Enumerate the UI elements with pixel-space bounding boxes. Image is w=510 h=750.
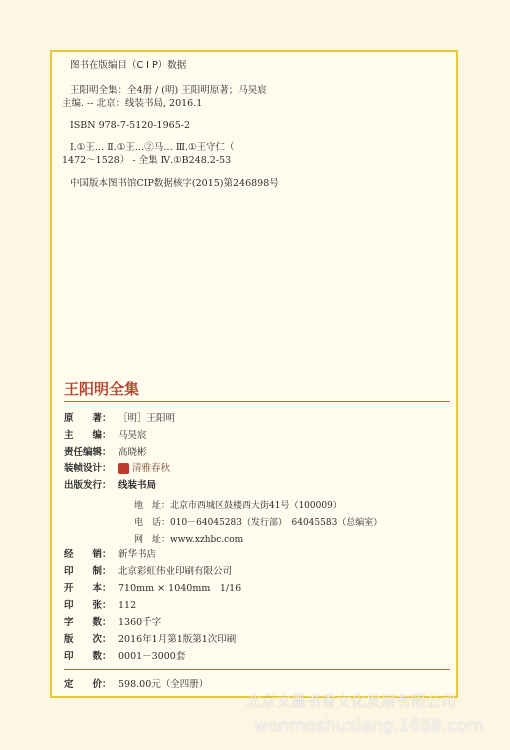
credit-label: 主 编： <box>64 430 112 441</box>
spec-label: 经 销： <box>64 549 112 560</box>
designer-seal-icon <box>118 463 129 474</box>
credit-value: ［明］王阳明 <box>118 413 176 424</box>
price-divider <box>64 669 450 670</box>
copyright-page-frame <box>50 50 458 698</box>
watermark-company: 北京文墨书香文化发展有限公司 <box>246 692 457 710</box>
designer-name: 清雅春秋 <box>132 463 171 474</box>
spec-value: 2016年1月第1版第1次印刷 <box>118 634 237 645</box>
spec-label: 印 张： <box>64 600 112 611</box>
isbn: ISBN 978-7-5120-1965-2 <box>70 120 190 131</box>
spec-value: 710mm × 1040mm 1/16 <box>118 583 242 594</box>
book-title: 王阳明全集 <box>64 380 140 398</box>
price-value: 598.00元（全四册） <box>118 679 209 690</box>
credit-value: 高晓彬 <box>118 447 147 458</box>
spec-label: 印 制： <box>64 566 112 577</box>
publisher-name: 线装书局 <box>118 480 157 491</box>
spec-label: 版 次： <box>64 634 112 645</box>
cip-line-1: 王阳明全集：全4册 / (明) 王阳明原著；马昊宸 <box>70 85 267 96</box>
classification-line-2: 1472～1528） - 全集 Ⅳ.①B248.2-53 <box>62 155 232 166</box>
spec-value: 112 <box>118 600 137 611</box>
price-label: 定 价： <box>64 679 112 690</box>
spec-label: 印 数： <box>64 651 112 662</box>
publisher-address: 地 址：北京市西城区鼓楼西大街41号（100009） <box>134 501 342 511</box>
credit-label: 装帧设计： <box>64 463 112 474</box>
publisher-website: 网 址：www.xzhbc.com <box>134 535 244 545</box>
credit-label: 原 著： <box>64 413 112 424</box>
watermark-url: wenmoshuxiang.1688.com <box>254 716 484 736</box>
credit-value <box>118 463 170 475</box>
spec-label: 开 本： <box>64 583 112 594</box>
credit-label: 责任编辑： <box>64 447 112 458</box>
spec-value: 1360千字 <box>118 617 162 628</box>
cip-line-2: 主编. -- 北京：线装书局, 2016.1 <box>62 98 203 109</box>
spec-value: 新华书店 <box>118 549 157 560</box>
publisher-phone: 电 话：010－64045283（发行部） 64045583（总编室） <box>134 518 383 528</box>
credit-value: 马昊宸 <box>118 430 147 441</box>
title-divider <box>64 401 450 402</box>
cip-heading: 图书在版编目（C I P）数据 <box>70 60 187 71</box>
spec-value: 北京彩虹伟业印刷有限公司 <box>118 566 233 577</box>
publisher-label: 出版发行： <box>64 480 112 491</box>
spec-value: 0001－3000套 <box>118 651 186 662</box>
cip-number: 中国版本图书馆CIP数据核字(2015)第246898号 <box>70 178 279 189</box>
spec-label: 字 数： <box>64 617 112 628</box>
classification-line-1: Ⅰ.①王… Ⅱ.①王…②马… Ⅲ.①王守仁（ <box>70 142 235 153</box>
